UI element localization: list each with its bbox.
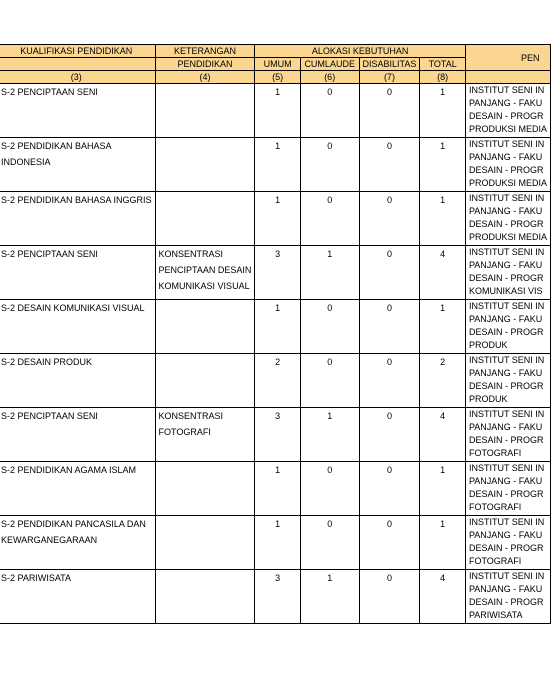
- penempatan-cell-line: PRODUKSI MEDIA: [468, 232, 547, 242]
- keterangan-cell-line: KOMUNIKASI VISUAL: [158, 281, 250, 291]
- penempatan-cell-line: PRODUKSI MEDIA: [468, 178, 547, 188]
- table-row: [0, 300, 551, 354]
- kualifikasi-cell-line: S-2 DESAIN KOMUNIKASI VISUAL: [1, 303, 145, 313]
- kualifikasi-cell: [0, 192, 155, 246]
- cumlaude-cell: 0: [300, 462, 359, 516]
- disabilitas-cell: 0: [359, 516, 420, 570]
- kualifikasi-cell-line: S-2 PENDIDIKAN AGAMA ISLAM: [1, 465, 137, 475]
- keterangan-cell: [155, 462, 255, 516]
- penempatan-cell-line: PARIWISATA: [468, 610, 523, 620]
- table-row: [0, 354, 551, 408]
- penempatan-cell-line: DESAIN - PROGR: [468, 327, 544, 337]
- table-row: [0, 462, 551, 516]
- keterangan-cell: [155, 516, 255, 570]
- kualifikasi-cell-line: INDONESIA: [1, 157, 51, 167]
- header-umum: UMUM: [255, 58, 300, 71]
- col-number: (5): [255, 71, 300, 84]
- table-row: [0, 408, 551, 462]
- penempatan-cell-line: FOTOGRAFI: [468, 556, 522, 566]
- keterangan-cell: [155, 354, 255, 408]
- header-keterangan-1: KETERANGAN: [155, 45, 255, 58]
- total-cell: 4: [420, 570, 466, 624]
- header-total: TOTAL: [420, 58, 466, 71]
- umum-cell: 3: [255, 408, 300, 462]
- cumlaude-cell: 1: [300, 246, 359, 300]
- total-cell: 4: [420, 246, 466, 300]
- kualifikasi-cell: [0, 570, 155, 624]
- penempatan-cell-line: INSTITUT SENI IN: [468, 463, 545, 473]
- total-cell: 1: [420, 84, 466, 138]
- penempatan-cell-line: DESAIN - PROGR: [468, 597, 544, 607]
- umum-cell: 3: [255, 570, 300, 624]
- table-row: [0, 84, 551, 138]
- penempatan-cell-line: INSTITUT SENI IN: [468, 247, 545, 257]
- disabilitas-cell: 0: [359, 408, 420, 462]
- penempatan-cell-line: PANJANG - FAKU: [468, 98, 543, 108]
- disabilitas-cell: 0: [359, 354, 420, 408]
- cumlaude-cell: 0: [300, 192, 359, 246]
- total-cell: 1: [420, 516, 466, 570]
- table-row: [0, 516, 551, 570]
- header-penempatan: PEN: [465, 45, 550, 71]
- penempatan-cell-line: DESAIN - PROGR: [468, 381, 544, 391]
- penempatan-cell-line: INSTITUT SENI IN: [468, 193, 545, 203]
- header-alokasi: ALOKASI KEBUTUHAN: [255, 45, 466, 58]
- umum-cell: 1: [255, 300, 300, 354]
- penempatan-cell-line: INSTITUT SENI IN: [468, 571, 545, 581]
- penempatan-cell-line: DESAIN - PROGR: [468, 273, 544, 283]
- penempatan-cell-line: PANJANG - FAKU: [468, 422, 543, 432]
- kualifikasi-cell-line: S-2 PENCIPTAAN SENI: [1, 249, 98, 259]
- table-row: [0, 246, 551, 300]
- keterangan-cell: [155, 138, 255, 192]
- cumlaude-cell: 0: [300, 516, 359, 570]
- penempatan-cell-line: PRODUK: [468, 394, 508, 404]
- kualifikasi-cell-line: S-2 PENDIDIKAN PANCASILA DAN: [1, 519, 146, 529]
- penempatan-cell-line: INSTITUT SENI IN: [468, 139, 545, 149]
- penempatan-cell-line: PRODUKSI MEDIA: [468, 124, 547, 134]
- penempatan-cell-line: FOTOGRAFI: [468, 448, 522, 458]
- penempatan-cell-line: PANJANG - FAKU: [468, 314, 543, 324]
- disabilitas-cell: 0: [359, 300, 420, 354]
- keterangan-cell: [155, 300, 255, 354]
- penempatan-cell-line: PANJANG - FAKU: [468, 206, 543, 216]
- kualifikasi-cell: [0, 354, 155, 408]
- penempatan-cell-line: DESAIN - PROGR: [468, 489, 544, 499]
- penempatan-cell-line: DESAIN - PROGR: [468, 435, 544, 445]
- penempatan-cell: [465, 570, 550, 624]
- keterangan-cell: [155, 246, 255, 300]
- total-cell: 4: [420, 408, 466, 462]
- table-row: [0, 192, 551, 246]
- kualifikasi-cell-line: S-2 PENCIPTAAN SENI: [1, 411, 98, 421]
- col-number: (4): [155, 71, 255, 84]
- umum-cell: 1: [255, 192, 300, 246]
- kualifikasi-cell-line: S-2 PENDIDIKAN BAHASA: [1, 141, 112, 151]
- penempatan-cell-line: PANJANG - FAKU: [468, 152, 543, 162]
- keterangan-cell: [155, 84, 255, 138]
- header-keterangan-2: PENDIDIKAN: [155, 58, 255, 71]
- penempatan-cell-line: KOMUNIKASI VIS: [468, 286, 543, 296]
- penempatan-cell: [465, 246, 550, 300]
- header-disabilitas: DISABILITAS: [359, 58, 420, 71]
- cumlaude-cell: 0: [300, 354, 359, 408]
- penempatan-cell-line: DESAIN - PROGR: [468, 219, 544, 229]
- keterangan-cell: [155, 570, 255, 624]
- kualifikasi-cell: [0, 138, 155, 192]
- keterangan-cell: [155, 408, 255, 462]
- col-number: (6): [300, 71, 359, 84]
- col-number: (7): [359, 71, 420, 84]
- col-number: (3): [0, 71, 155, 84]
- penempatan-cell-line: INSTITUT SENI IN: [468, 409, 545, 419]
- table-row: [0, 138, 551, 192]
- keterangan-cell-line: FOTOGRAFI: [158, 427, 211, 437]
- kualifikasi-cell: [0, 462, 155, 516]
- header-cumlaude: CUMLAUDE: [300, 58, 359, 71]
- kualifikasi-cell-line: S-2 DESAIN PRODUK: [1, 357, 93, 367]
- keterangan-cell-line: KONSENTRASI: [158, 411, 224, 421]
- total-cell: 1: [420, 192, 466, 246]
- table-row: [0, 570, 551, 624]
- kualifikasi-cell-line: S-2 PENDIDIKAN BAHASA INGGRIS: [1, 195, 152, 205]
- penempatan-cell: [465, 516, 550, 570]
- kualifikasi-cell: [0, 516, 155, 570]
- total-cell: 1: [420, 462, 466, 516]
- penempatan-cell-line: INSTITUT SENI IN: [468, 355, 545, 365]
- kualifikasi-cell: [0, 408, 155, 462]
- umum-cell: 1: [255, 462, 300, 516]
- penempatan-cell-line: DESAIN - PROGR: [468, 111, 544, 121]
- penempatan-cell-line: DESAIN - PROGR: [468, 543, 544, 553]
- keterangan-cell-line: KONSENTRASI: [158, 249, 224, 259]
- penempatan-cell-line: PANJANG - FAKU: [468, 530, 543, 540]
- kualifikasi-cell: [0, 300, 155, 354]
- penempatan-cell-line: PRODUK: [468, 340, 508, 350]
- keterangan-cell-line: PENCIPTAAN DESAIN: [158, 265, 252, 275]
- penempatan-cell-line: INSTITUT SENI IN: [468, 85, 545, 95]
- disabilitas-cell: 0: [359, 138, 420, 192]
- penempatan-cell-line: PANJANG - FAKU: [468, 584, 543, 594]
- penempatan-cell-line: PANJANG - FAKU: [468, 260, 543, 270]
- penempatan-cell-line: INSTITUT SENI IN: [468, 517, 545, 527]
- penempatan-cell: [465, 192, 550, 246]
- disabilitas-cell: 0: [359, 246, 420, 300]
- penempatan-cell-line: DESAIN - PROGR: [468, 165, 544, 175]
- disabilitas-cell: 0: [359, 192, 420, 246]
- kualifikasi-cell: [0, 246, 155, 300]
- penempatan-cell-line: FOTOGRAFI: [468, 502, 522, 512]
- penempatan-cell: [465, 408, 550, 462]
- umum-cell: 2: [255, 354, 300, 408]
- kualifikasi-cell-line: S-2 PENCIPTAAN SENI: [1, 87, 98, 97]
- formation-table: [0, 44, 551, 624]
- penempatan-cell-line: PANJANG - FAKU: [468, 368, 543, 378]
- kualifikasi-cell: [0, 84, 155, 138]
- penempatan-cell: [465, 138, 550, 192]
- total-cell: 1: [420, 138, 466, 192]
- total-cell: 2: [420, 354, 466, 408]
- header-kualifikasi: KUALIFIKASI PENDIDIKAN: [0, 45, 155, 58]
- cumlaude-cell: 0: [300, 138, 359, 192]
- kualifikasi-cell-line: S-2 PARIWISATA: [1, 573, 72, 583]
- umum-cell: 3: [255, 246, 300, 300]
- col-number: (8): [420, 71, 466, 84]
- penempatan-cell-line: INSTITUT SENI IN: [468, 301, 545, 311]
- umum-cell: 1: [255, 84, 300, 138]
- umum-cell: 1: [255, 138, 300, 192]
- penempatan-cell: [465, 300, 550, 354]
- cumlaude-cell: 0: [300, 84, 359, 138]
- disabilitas-cell: 0: [359, 570, 420, 624]
- penempatan-cell: [465, 462, 550, 516]
- penempatan-cell-line: PANJANG - FAKU: [468, 476, 543, 486]
- disabilitas-cell: 0: [359, 84, 420, 138]
- total-cell: 1: [420, 300, 466, 354]
- keterangan-cell: [155, 192, 255, 246]
- cumlaude-cell: 1: [300, 570, 359, 624]
- cumlaude-cell: 0: [300, 300, 359, 354]
- penempatan-cell: [465, 84, 550, 138]
- penempatan-cell: [465, 354, 550, 408]
- disabilitas-cell: 0: [359, 462, 420, 516]
- kualifikasi-cell-line: KEWARGANEGARAAN: [1, 535, 98, 545]
- cumlaude-cell: 1: [300, 408, 359, 462]
- umum-cell: 1: [255, 516, 300, 570]
